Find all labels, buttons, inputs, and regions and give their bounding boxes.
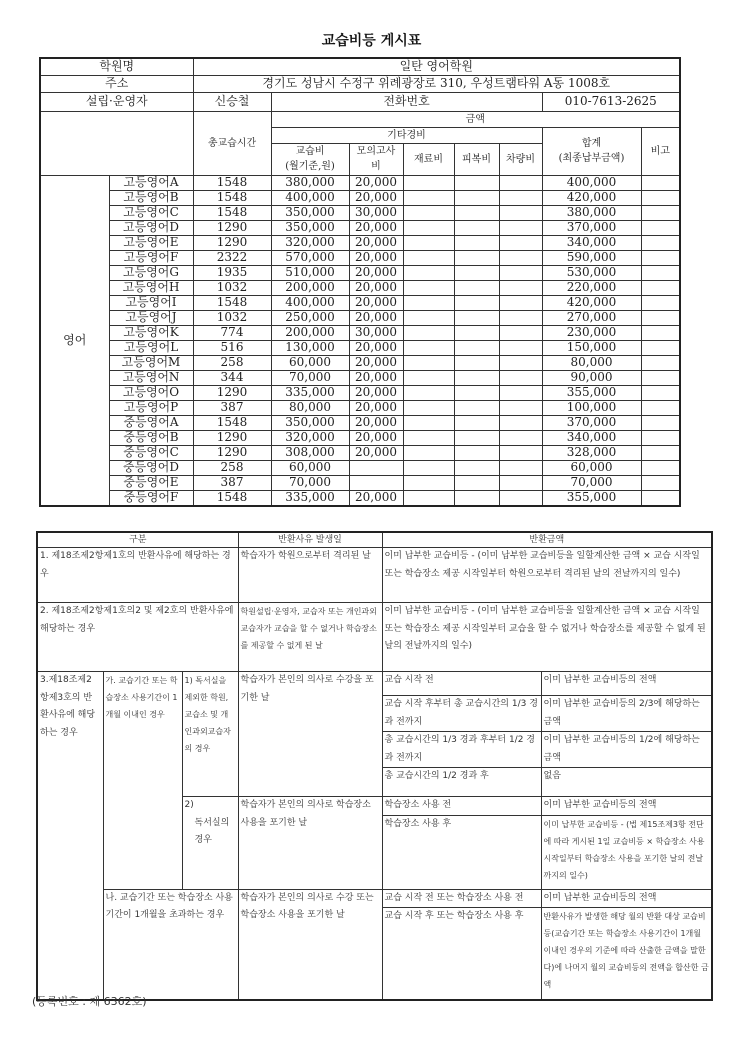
total-fee: 60,000 [542, 460, 641, 475]
fee-row [40, 310, 680, 325]
remarks [641, 280, 680, 295]
uniform-fee [454, 250, 499, 265]
uniform-fee [454, 490, 499, 506]
total-hours: 1548 [193, 175, 271, 190]
total-hours: 1548 [193, 490, 271, 506]
tuition: 200,000 [271, 280, 349, 295]
uniform-fee [454, 325, 499, 340]
category-header: 구분 [37, 532, 238, 548]
vehicle-header: 차량비 [499, 143, 542, 175]
tuition: 80,000 [271, 400, 349, 415]
course-name: 고등영어N [109, 370, 193, 385]
materials-fee [403, 295, 454, 310]
total-hours: 1290 [193, 430, 271, 445]
total-fee: 590,000 [542, 250, 641, 265]
total-fee: 270,000 [542, 310, 641, 325]
remarks [641, 415, 680, 430]
refund-amount-header: 반환금액 [382, 532, 712, 548]
mock-exam-fee [349, 475, 403, 490]
row2-amount: 이미 납부한 교습비등 - (이미 납부한 교습비등을 일할계산한 금액 × 교습 시작일 또는 학습장소 제공 시작일부터 교습을 할 수 없거나 학습장소를 제공할 수 없게 된 날의 전날까지의 일수) [382, 603, 712, 672]
course-name: 고등영어J [109, 310, 193, 325]
vehicle-fee [499, 385, 542, 400]
amount-header: 금액 [271, 111, 680, 127]
fee-row [40, 205, 680, 220]
uniform-fee [454, 205, 499, 220]
na-case1-when: 교습 시작 전 또는 학습장소 사용 전 [382, 889, 541, 908]
materials-fee [403, 190, 454, 205]
materials-fee [403, 475, 454, 490]
uniform-fee [454, 265, 499, 280]
total-fee: 355,000 [542, 385, 641, 400]
remarks [641, 265, 680, 280]
vehicle-fee [499, 265, 542, 280]
row3-na-occurrence: 학습자가 본인의 의사로 수강 또는 학습장소 사용을 포기한 날 [238, 889, 382, 1000]
academy-name: 일탄 영어학원 [193, 58, 680, 75]
total-hours: 774 [193, 325, 271, 340]
remarks [641, 400, 680, 415]
mock-exam-fee: 20,000 [349, 430, 403, 445]
tuition: 200,000 [271, 325, 349, 340]
course-name: 고등영어A [109, 175, 193, 190]
total-hours: 1548 [193, 295, 271, 310]
tuition: 320,000 [271, 430, 349, 445]
total-fee: 100,000 [542, 400, 641, 415]
phone-number: 010-7613-2625 [542, 92, 680, 111]
fee-row [40, 265, 680, 280]
materials-fee [403, 490, 454, 506]
remarks [641, 325, 680, 340]
tuition: 350,000 [271, 220, 349, 235]
ga-sub1-case4-amount: 없음 [541, 768, 712, 797]
uniform-fee [454, 430, 499, 445]
remarks [641, 235, 680, 250]
total-hours: 2322 [193, 250, 271, 265]
refund-table [36, 531, 713, 1001]
remarks [641, 220, 680, 235]
total-hours: 1548 [193, 205, 271, 220]
total-hours: 258 [193, 355, 271, 370]
total-hours: 387 [193, 475, 271, 490]
fee-row [40, 445, 680, 460]
uniform-fee [454, 310, 499, 325]
uniform-fee [454, 190, 499, 205]
mock-exam-fee: 20,000 [349, 250, 403, 265]
remarks [641, 355, 680, 370]
mock-exam-fee [349, 460, 403, 475]
address-label: 주소 [40, 75, 193, 92]
course-name: 중등영어A [109, 415, 193, 430]
vehicle-fee [499, 445, 542, 460]
materials-fee [403, 385, 454, 400]
materials-fee [403, 340, 454, 355]
tuition: 400,000 [271, 295, 349, 310]
total-hours: 344 [193, 370, 271, 385]
tuition: 570,000 [271, 250, 349, 265]
total-fee: 150,000 [542, 340, 641, 355]
remarks [641, 430, 680, 445]
na-case1-amount: 이미 납부한 교습비등의 전액 [541, 889, 712, 908]
fee-row [40, 355, 680, 370]
total-hours: 1290 [193, 235, 271, 250]
materials-fee [403, 265, 454, 280]
mock-exam-fee: 20,000 [349, 415, 403, 430]
fee-row [40, 490, 680, 506]
vehicle-fee [499, 475, 542, 490]
mock-exam-fee: 20,000 [349, 385, 403, 400]
uniform-fee [454, 235, 499, 250]
vehicle-fee [499, 325, 542, 340]
vehicle-fee [499, 175, 542, 190]
mock-exam-fee: 30,000 [349, 325, 403, 340]
uniform-fee [454, 460, 499, 475]
fee-row [40, 295, 680, 310]
remarks-header: 비고 [641, 127, 680, 175]
fee-row [40, 340, 680, 355]
row2-category: 2. 제18조제2항제1호의2 및 제2호의 반환사유에 해당하는 경우 [37, 603, 238, 672]
course-name: 중등영어E [109, 475, 193, 490]
uniform-fee [454, 340, 499, 355]
mock-exam-fee: 20,000 [349, 400, 403, 415]
remarks [641, 175, 680, 190]
course-name: 고등영어B [109, 190, 193, 205]
ga-sub2-case2-when: 학습장소 사용 후 [382, 815, 541, 889]
fee-row [40, 370, 680, 385]
mock-exam-fee: 20,000 [349, 490, 403, 506]
tuition: 308,000 [271, 445, 349, 460]
materials-fee [403, 235, 454, 250]
total-fee: 370,000 [542, 415, 641, 430]
course-name: 고등영어E [109, 235, 193, 250]
total-hours: 1032 [193, 280, 271, 295]
mock-exam-header: 모의고사 비 [349, 143, 403, 175]
uniform-fee [454, 475, 499, 490]
materials-fee [403, 445, 454, 460]
materials-fee [403, 250, 454, 265]
na-case2-when: 교습 시작 후 또는 학습장소 사용 후 [382, 908, 541, 1000]
fee-row [40, 175, 680, 190]
tuition: 70,000 [271, 370, 349, 385]
total-hours: 258 [193, 460, 271, 475]
tuition: 335,000 [271, 385, 349, 400]
ga-sub1-case3-when: 총 교습시간의 1/3 경과 후부터 1/2 경과 전까지 [382, 732, 541, 768]
total-fee: 355,000 [542, 490, 641, 506]
address: 경기도 성남시 수정구 위례광장로 310, 우성트램타워 A동 1008호 [193, 75, 680, 92]
materials-fee [403, 280, 454, 295]
page-title: 교습비등 게시표 [321, 33, 422, 49]
remarks [641, 445, 680, 460]
row3-ga-sub1-occurrence: 학습자가 본인의 의사로 수강을 포기한 날 [238, 672, 382, 797]
ga-sub1-case3-amount: 이미 납부한 교습비등의 1/2에 해당하는 금액 [541, 732, 712, 768]
tuition: 335,000 [271, 490, 349, 506]
remarks [641, 310, 680, 325]
total-fee: 90,000 [542, 370, 641, 385]
total-fee: 420,000 [542, 190, 641, 205]
fee-row [40, 430, 680, 445]
course-name: 고등영어H [109, 280, 193, 295]
fee-row [40, 325, 680, 340]
vehicle-fee [499, 190, 542, 205]
tuition: 380,000 [271, 175, 349, 190]
total-fee: 328,000 [542, 445, 641, 460]
mock-exam-fee: 20,000 [349, 340, 403, 355]
phone-label: 전화번호 [271, 92, 542, 111]
materials-header: 재료비 [403, 143, 454, 175]
total-hours: 1290 [193, 220, 271, 235]
registration-number: (등록번호 : 제 6362호) [32, 995, 147, 1008]
remarks [641, 460, 680, 475]
remarks [641, 475, 680, 490]
total-fee: 340,000 [542, 430, 641, 445]
ga-sub1-case2-when: 교습 시작 후부터 총 교습시간의 1/3 경과 전까지 [382, 696, 541, 732]
occurrence-header: 반환사유 발생일 [238, 532, 382, 548]
tuition: 70,000 [271, 475, 349, 490]
uniform-header: 피복비 [454, 143, 499, 175]
mock-exam-fee: 20,000 [349, 280, 403, 295]
uniform-fee [454, 220, 499, 235]
row3-category: 3.제18조제2항제3호의 반환사유에 해당하는 경우 [37, 672, 103, 1000]
fee-row [40, 400, 680, 415]
row3-ga-label: 가. 교습기간 또는 학습장소 사용기간이 1개월 이내인 경우 [103, 672, 182, 890]
vehicle-fee [499, 250, 542, 265]
mock-exam-fee: 20,000 [349, 310, 403, 325]
total-fee: 220,000 [542, 280, 641, 295]
course-name: 고등영어C [109, 205, 193, 220]
course-name: 중등영어B [109, 430, 193, 445]
total-fee: 340,000 [542, 235, 641, 250]
remarks [641, 205, 680, 220]
total-hours: 1548 [193, 190, 271, 205]
materials-fee [403, 430, 454, 445]
remarks [641, 490, 680, 506]
course-name: 고등영어F [109, 250, 193, 265]
ga-sub2-case1-when: 학습장소 사용 전 [382, 797, 541, 816]
header-blank [40, 111, 193, 175]
total-fee: 70,000 [542, 475, 641, 490]
course-name: 고등영어M [109, 355, 193, 370]
subject-cell: 영어 [40, 175, 109, 506]
vehicle-fee [499, 430, 542, 445]
mock-exam-fee: 30,000 [349, 205, 403, 220]
tuition: 250,000 [271, 310, 349, 325]
tuition: 350,000 [271, 415, 349, 430]
fee-row [40, 190, 680, 205]
vehicle-fee [499, 355, 542, 370]
total-hours-header: 총교습시간 [193, 111, 271, 175]
course-name: 중등영어F [109, 490, 193, 506]
total-header: 합계 (최종납부금액) [542, 127, 641, 175]
vehicle-fee [499, 340, 542, 355]
total-fee: 370,000 [542, 220, 641, 235]
course-name: 고등영어L [109, 340, 193, 355]
vehicle-fee [499, 280, 542, 295]
total-hours: 1290 [193, 445, 271, 460]
fee-row [40, 235, 680, 250]
uniform-fee [454, 175, 499, 190]
uniform-fee [454, 415, 499, 430]
operator-name: 신승철 [193, 92, 271, 111]
vehicle-fee [499, 310, 542, 325]
total-hours: 387 [193, 400, 271, 415]
vehicle-fee [499, 400, 542, 415]
academy-name-label: 학원명 [40, 58, 193, 75]
tuition: 130,000 [271, 340, 349, 355]
total-hours: 1290 [193, 385, 271, 400]
total-hours: 1032 [193, 310, 271, 325]
uniform-fee [454, 370, 499, 385]
materials-fee [403, 355, 454, 370]
ga-sub1-case4-when: 총 교습시간의 1/2 경과 후 [382, 768, 541, 797]
materials-fee [403, 310, 454, 325]
tuition: 400,000 [271, 190, 349, 205]
fee-row [40, 220, 680, 235]
ga-sub1-case1-when: 교습 시작 전 [382, 672, 541, 696]
total-hours: 516 [193, 340, 271, 355]
course-name: 고등영어P [109, 400, 193, 415]
fee-row [40, 415, 680, 430]
vehicle-fee [499, 295, 542, 310]
course-name: 중등영어D [109, 460, 193, 475]
mock-exam-fee: 20,000 [349, 175, 403, 190]
vehicle-fee [499, 370, 542, 385]
total-fee: 530,000 [542, 265, 641, 280]
remarks [641, 190, 680, 205]
course-name: 중등영어C [109, 445, 193, 460]
mock-exam-fee: 20,000 [349, 220, 403, 235]
total-hours: 1548 [193, 415, 271, 430]
row1-amount: 이미 납부한 교습비등 - (이미 납부한 교습비등을 일할계산한 금액 × 교습 시작일 또는 학습장소 제공 시작일부터 학원으로부터 격리된 날의 전날까지의 일수) [382, 548, 712, 603]
total-fee: 230,000 [542, 325, 641, 340]
mock-exam-fee: 20,000 [349, 235, 403, 250]
uniform-fee [454, 280, 499, 295]
tuition: 350,000 [271, 205, 349, 220]
row3-ga-sub2-occurrence: 학습자가 본인의 의사로 학습장소 사용을 포기한 날 [238, 797, 382, 890]
course-name: 고등영어I [109, 295, 193, 310]
vehicle-fee [499, 205, 542, 220]
ga-sub1-case1-amount: 이미 납부한 교습비등의 전액 [541, 672, 712, 696]
row3-ga-sub2-label: 2) 독서실의 경우 [182, 797, 238, 890]
materials-fee [403, 220, 454, 235]
fee-row [40, 280, 680, 295]
fee-row [40, 250, 680, 265]
vehicle-fee [499, 235, 542, 250]
materials-fee [403, 370, 454, 385]
row2-occurrence: 학원설립·운영자, 교습자 또는 개인과외교습자가 교습을 할 수 없거나 학습장소를 제공할 수 없게 된 날 [238, 603, 382, 672]
materials-fee [403, 205, 454, 220]
row1-occurrence: 학습자가 학원으로부터 격리된 날 [238, 548, 382, 603]
materials-fee [403, 460, 454, 475]
uniform-fee [454, 355, 499, 370]
fee-table [39, 57, 681, 507]
total-fee: 420,000 [542, 295, 641, 310]
remarks [641, 370, 680, 385]
materials-fee [403, 325, 454, 340]
remarks [641, 340, 680, 355]
fee-row [40, 385, 680, 400]
operator-label: 설립·운영자 [40, 92, 193, 111]
course-name: 고등영어G [109, 265, 193, 280]
mock-exam-fee: 20,000 [349, 355, 403, 370]
remarks [641, 295, 680, 310]
vehicle-fee [499, 220, 542, 235]
other-expenses-header: 기타경비 [271, 127, 542, 143]
mock-exam-fee: 20,000 [349, 370, 403, 385]
na-case2-amount: 반환사유가 발생한 해당 월의 반환 대상 교습비등(교습기간 또는 학습장소 사용기간이 1개월 이내인 경우의 기준에 따라 산출한 금액을 말한다)에 나머지 월의 교습비등의 전액을 합산한 금액 [541, 908, 712, 1000]
tuition-header: 교습비 (월기준,원) [271, 143, 349, 175]
vehicle-fee [499, 415, 542, 430]
course-name: 고등영어O [109, 385, 193, 400]
fee-row [40, 475, 680, 490]
total-fee: 380,000 [542, 205, 641, 220]
course-name: 고등영어K [109, 325, 193, 340]
vehicle-fee [499, 490, 542, 506]
uniform-fee [454, 445, 499, 460]
fee-row [40, 460, 680, 475]
tuition: 510,000 [271, 265, 349, 280]
tuition: 60,000 [271, 355, 349, 370]
row3-ga-sub1-label: 1) 독서실을 제외한 학원, 교습소 및 개인과외교습자의 경우 [182, 672, 238, 797]
uniform-fee [454, 295, 499, 310]
ga-sub2-case2-amount: 이미 납부한 교습비등 - (법 제15조제3항 전단에 따라 게시된 1일 교습비등 × 학습장소 사용 시작일부터 학습장소 사용을 포기한 날의 전날까지의 일수) [541, 815, 712, 889]
mock-exam-fee: 20,000 [349, 445, 403, 460]
total-fee: 400,000 [542, 175, 641, 190]
mock-exam-fee: 20,000 [349, 190, 403, 205]
tuition: 60,000 [271, 460, 349, 475]
row3-na-label: 나. 교습기간 또는 학습장소 사용기간이 1개월을 초과하는 경우 [103, 889, 238, 1000]
remarks [641, 385, 680, 400]
materials-fee [403, 415, 454, 430]
total-fee: 80,000 [542, 355, 641, 370]
tuition: 320,000 [271, 235, 349, 250]
uniform-fee [454, 400, 499, 415]
uniform-fee [454, 385, 499, 400]
ga-sub1-case2-amount: 이미 납부한 교습비등의 2/3에 해당하는 금액 [541, 696, 712, 732]
materials-fee [403, 175, 454, 190]
mock-exam-fee: 20,000 [349, 265, 403, 280]
mock-exam-fee: 20,000 [349, 295, 403, 310]
course-name: 고등영어D [109, 220, 193, 235]
vehicle-fee [499, 460, 542, 475]
remarks [641, 250, 680, 265]
total-hours: 1935 [193, 265, 271, 280]
ga-sub2-case1-amount: 이미 납부한 교습비등의 전액 [541, 797, 712, 816]
materials-fee [403, 400, 454, 415]
row1-category: 1. 제18조제2항제1호의 반환사유에 해당하는 경우 [37, 548, 238, 603]
